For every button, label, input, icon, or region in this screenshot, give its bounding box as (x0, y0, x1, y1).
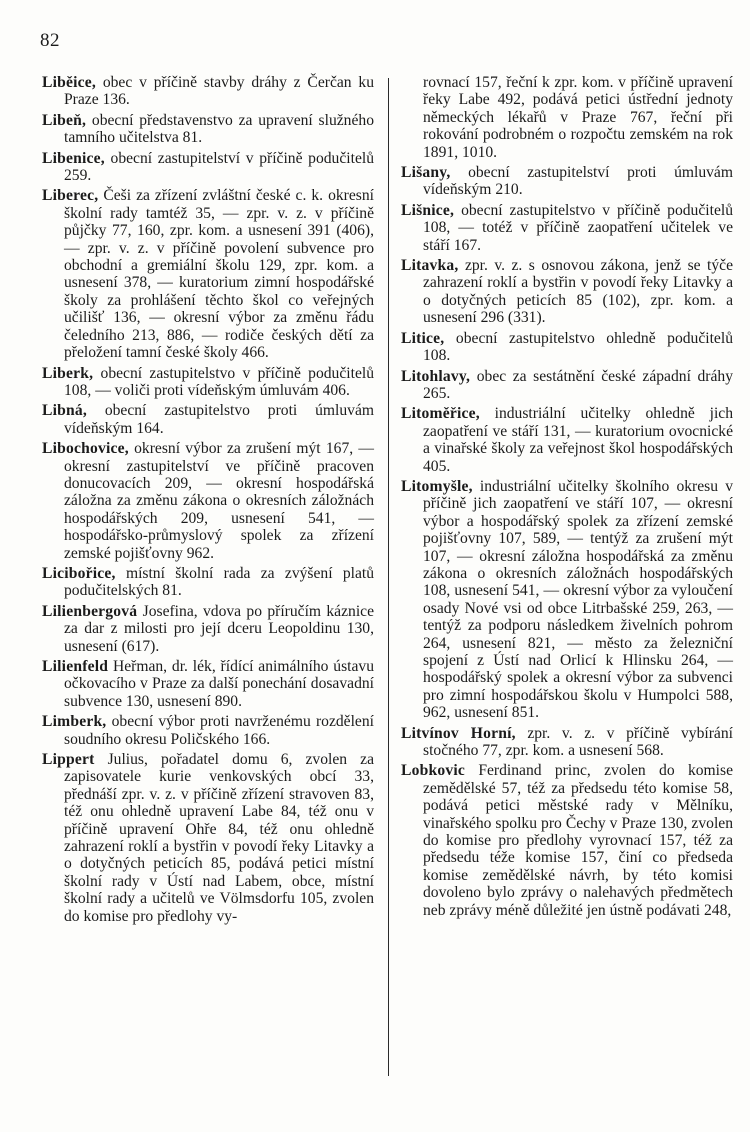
index-entry (42, 603, 374, 655)
index-entry (42, 565, 374, 600)
entry-text: Češi za zřízení zvláštní české c. k. okresní školní rady tamtéž 35, — zpr. v. z. v příčině půjčky 77, 160, zpr. kom. a usnesení 391 (406), — zpr. v. z. v příčině povolení subvence pro obchodní a gremiální školu 129, zpr. kom. a usnesení 378, — kuratorium zimní hospodářské školy za prohlášení těchto škol co veřejných učilišť 136, — okresní výbor za změnu řádu čeledního 213, 886, — rodiče českých dětí za přeložení tamní české školy 466. (64, 187, 374, 362)
index-entry (401, 330, 733, 365)
entry-text: industriální učitelky ohledně jich zaopatření ve stáří 131, — kuratorium ovocnické a vinařské školy za veřejnost škol hospodářských 405. (423, 405, 733, 475)
entry-text: rovnací 157, řeční k zpr. kom. v příčině upravení řeky Labe 492, podává petici ústřední jednoty německých lékařů v Praze 767, řeční při rokování podrobném o rozpočtu zemském na rok 1891, 1010. (423, 74, 733, 161)
index-entry (401, 405, 733, 475)
entry-text: industriální učitelky školního okresu v příčině jich zaopatření ve stáří 107, — okresní výbor a hospodářský spolek za zřízení zemské pojišťovny 107, 589, — tentýž za zrušení mýt 107, — okresní záložna hospodářská za změnu zákona o okresních záložnách hospodářských 108, usnesení 541, — okresní výbor za vyloučení osady Nové vsi od obce Litrbašské 259, 263, — tentýž za podporu následkem živelních pohrom 264, usnesení 821, — město za železniční spojení z Ústí nad Orlicí k Hlinsku 264, — hospodářský spolek a okresní výbor za subvenci pro zimní hospodářskou školu v Humpolci 588, 962, usnesení 851. (423, 477, 733, 722)
entry-headword: Litvínov Horní, (401, 724, 516, 742)
index-entry (42, 74, 374, 109)
index-entry (42, 440, 374, 562)
entry-text: obecní zastupitelstvo v příčině podučitelů 108, — voliči proti vídeňským úmluvám 406. (64, 364, 374, 399)
index-entry (401, 725, 733, 760)
entry-text: zpr. v. z. s osnovou zákona, jenž se týče zahrazení roklí a bystřin v povodí řeky Litavky a o dotyčných peticích 85 (102), zpr. kom. a usnesení 296 (331). (423, 257, 733, 327)
entry-headword: Licibořice, (42, 564, 116, 582)
entry-text: obecní zastupitelství proti úmluvám vídeňským 210. (423, 164, 733, 199)
entry-text: místní školní rada za zvýšení platů podučitelských 81. (64, 564, 374, 600)
entry-text: Ferdinand princ, zvolen do komise zemědělské 57, též za předsedu této komise 58, podává petici městské rady v Mělníku, vinařského spolku pro Čechy v Praze 130, zvolen do komise pro předlohy vyrovnací 157, též za předsedu téže komise 157, činí co předseda komise zemědělské návrh, by této komisi dovoleno bylo zprávy o nalehavých předmětech neb zprávy méně důležité jen ústně podávati 248, (423, 762, 733, 919)
entry-headword: Libeň, (42, 111, 87, 129)
index-entry (42, 187, 374, 361)
index-entry (42, 402, 374, 437)
entry-headword: Lilienfeld (42, 658, 109, 675)
entry-headword: Lišany, (401, 164, 451, 182)
entry-headword: Lišnice, (401, 201, 455, 219)
entry-text: obec za sestátnění české západní dráhy 265. (423, 367, 733, 402)
entry-headword: Litohlavy, (401, 367, 471, 385)
page-number: 82 (40, 30, 60, 51)
entry-headword: Litomyšle, (401, 477, 473, 495)
entry-headword: Libenice, (42, 149, 105, 167)
index-entry (401, 74, 733, 161)
entry-text: obecní zastupitelstvo ohledně podučitelů 108. (423, 329, 733, 365)
entry-text: obecní výbor proti navrženému rozdělení soudního okresu Poličského 166. (64, 713, 374, 748)
entry-text: obec v příčině stavby dráhy z Čerčan ku Praze 136. (64, 74, 374, 109)
entry-headword: Lilienbergová (42, 602, 138, 620)
entry-text: Heřman, dr. lék, řídící animálního ústavu očkovacího v Praze za další ponechání dosavadní subvence 130, usnesení 890. (64, 658, 374, 710)
index-entry (42, 365, 374, 400)
entry-headword: Libochovice, (42, 440, 129, 458)
entry-headword: Litavka, (401, 257, 459, 275)
entry-headword: Litice, (401, 329, 445, 347)
index-entry (401, 202, 733, 254)
index-entry (401, 164, 733, 199)
entry-text: okresní výbor za zrušení mýt 167, — okresní zastupitelství ve příčině pracoven donucovacích 209, — okresní hospodářská záložna za změnu zákona o okresních záložnách hospodářských 209, usnesení 541, — hospodářsko-průmyslový spolek za zřízení zemské pojišťovny 962. (64, 440, 374, 562)
entry-headword: Litoměřice, (401, 405, 480, 423)
entry-text: obecní zastupitelství v příčině podučitelů 259. (64, 149, 374, 185)
left-column (42, 74, 374, 928)
entry-headword: Lippert (42, 751, 95, 769)
index-entry (401, 762, 733, 919)
entry-text: Julius, pořadatel domu 6, zvolen za zapisovatele kurie venkovských obcí 33, přednáší zpr. v. z. v příčině zřízení stravoven 83, též onu ohledně upravení Labe 84, též onu v příčině upravení Ohře 84, též onu ohledně zahrazení roklí a bystřin v povodí řeky Litavky a o dotyčných peticích 85, podává petici místní školní rady v Ústí nad Labem, obce, místní školní rady a učitelů ve Völmsdorfu 105, zvolen do komise pro předlohy vy- (64, 751, 374, 925)
index-entry (42, 751, 374, 925)
entry-text: obecní představenstvo za upravení služného tamního učitelstva 81. (64, 111, 374, 147)
index-entry (42, 658, 374, 710)
index-entry (42, 150, 374, 185)
entry-text: obecní zastupitelstvo v příčině podučitelů 108, — totéž v příčině zaopatření učitelek ve stáří 167. (423, 201, 733, 254)
entry-headword: Limberk, (42, 713, 107, 731)
index-entry (401, 478, 733, 722)
entry-headword: Lobkovic (401, 762, 465, 780)
index-entry (401, 257, 733, 327)
entry-text: obecní zastupitelstvo proti úmluvám vídeňským 164. (64, 402, 374, 437)
index-entry (42, 713, 374, 748)
index-entry (401, 368, 733, 403)
index-entry (42, 112, 374, 147)
entry-headword: Libná, (42, 402, 87, 420)
entry-headword: Liberec, (42, 187, 99, 205)
entry-text: Josefina, vdova po příručím káznice za dar z milosti pro její dceru Leopoldinu 130, usnesení (617). (64, 602, 374, 655)
entry-headword: Liberk, (42, 364, 94, 382)
entry-headword: Liběice, (42, 74, 97, 91)
entry-text: zpr. v. z. v příčině vybírání stočného 77, zpr. kom. a usnesení 568. (423, 724, 733, 760)
column-divider (388, 78, 389, 1076)
right-column (401, 74, 733, 922)
